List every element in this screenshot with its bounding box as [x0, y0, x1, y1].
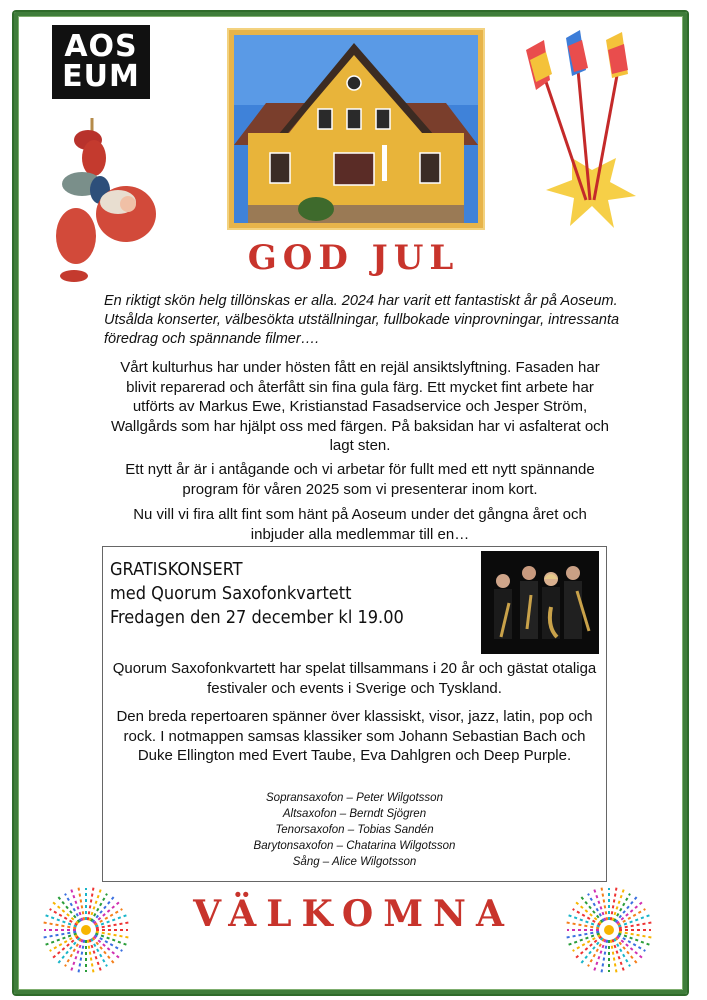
credit-soprano: Sopransaxofon – Peter Wilgotsson [266, 792, 443, 804]
concert-desc-1: Quorum Saxofonkvartett har spelat tillsammans i 20 år och gästat otaliga festivaler och events i Sverige och Tyskland. [112, 660, 597, 697]
concert-desc-2: Den breda repertoaren spänner över klassiskt, visor, jazz, latin, pop och rock. I notmappen samsas klassiker som Johann Sebastian Bach och Duke Ellington med Evert Taube, Eva Dahlgren och Deep Purple. [116, 708, 593, 764]
concert-heading [110, 558, 404, 630]
rockets-illustration [520, 30, 650, 230]
credit-baritone: Barytonsaxofon – Chatarina Wilgotsson [253, 840, 456, 852]
concert-box [102, 546, 607, 882]
house-illustration [234, 35, 478, 223]
concert-line-3: Fredagen den 27 december kl 19.00 [110, 607, 404, 628]
valkomna-title: VÄLKOMNA [193, 893, 514, 935]
credit-vocals: Sång – Alice Wilgotsson [292, 856, 417, 868]
credit-alto: Altsaxofon – Berndt Sjögren [282, 808, 427, 820]
god-jul-title: GOD JUL [247, 238, 460, 278]
concert-line-1: GRATISKONSERT [110, 559, 243, 580]
concert-line-2: med Quorum Saxofonkvartett [110, 583, 352, 604]
logo-line-2: EUM [62, 59, 140, 94]
paragraph-facade: Vårt kulturhus har under hösten fått en rejäl ansiktslyftning. Fasaden har blivit reparerad och återfått sin fina gula färg. Ett mycket fint arbete har utförts av Markus Ewe, Kristianstad Fasadservice och Jesper Ström, Wallgårds som har hjälpt oss med färgen. På baksidan har vi asfalterat och lagt sten. [110, 359, 610, 454]
paragraph-invitation: Nu vill vi fira allt fint som hänt på Aoseum under det gångna året och inbjuder alla medlemmar till en… [133, 506, 587, 543]
band-photo [481, 551, 599, 654]
musician-credits [111, 790, 598, 870]
logo-line-1: AOS [64, 29, 138, 64]
house-photo [229, 30, 483, 228]
aoseum-logo [52, 25, 150, 99]
paragraph-new-year: Ett nytt år är i antågande och vi arbetar för fullt med ett nytt spännande program för våren 2025 som vi presenterar inom kort. [125, 461, 595, 498]
intro-text: En riktigt skön helg tillönskas er alla. 2024 har varit ett fantastiskt år på Aoseum. Utsålda konserter, välbesökta utställningar, fullbokade vinprovningar, intressanta föredrag och spännande filmer…. [104, 293, 620, 347]
credit-tenor: Tenorsaxofon – Tobias Sandén [275, 824, 434, 836]
